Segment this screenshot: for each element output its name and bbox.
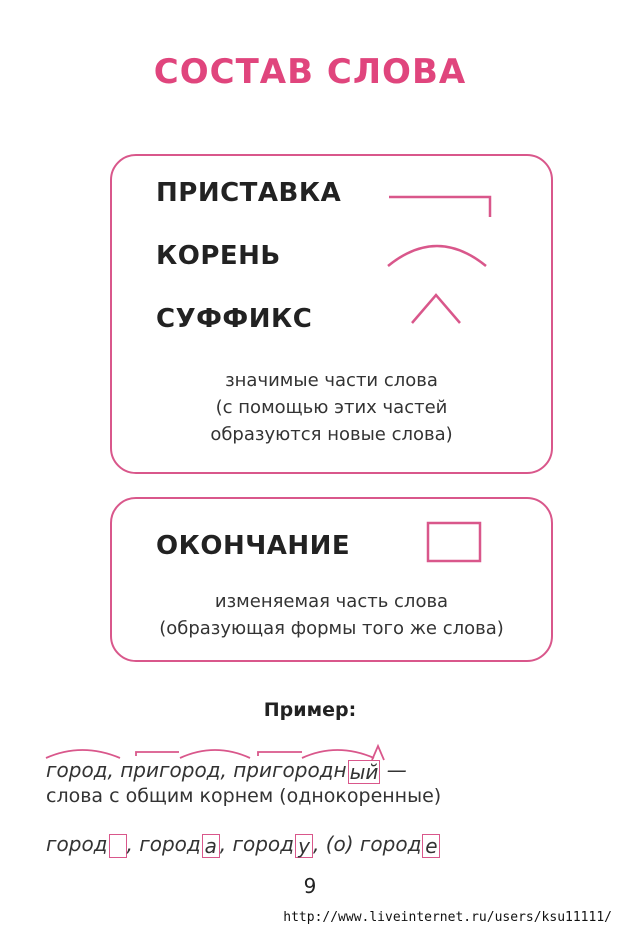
example-line-3: город , город а , город у , (о) город е — [46, 832, 440, 858]
suffix-term: СУФФИКС — [156, 304, 313, 334]
prefix-term: ПРИСТАВКА — [156, 178, 342, 208]
ending-note — [112, 588, 551, 642]
note-line: значимые части слова — [225, 370, 438, 391]
suffix-letter: н — [333, 758, 347, 782]
ending-box-inline: е — [422, 834, 440, 858]
source-url[interactable]: http://www.liveinternet.ru/users/ksu11111/ — [283, 910, 612, 925]
example-form: город — [139, 832, 201, 856]
page-number: 9 — [303, 874, 317, 898]
significant-parts-note — [112, 367, 551, 448]
root-symbol-icon — [384, 236, 494, 272]
ending-box — [110, 497, 553, 662]
example-word: пригородн ый — [233, 758, 379, 784]
prefix-symbol-icon — [387, 192, 497, 222]
page-title: СОСТАВ СЛОВА — [153, 52, 467, 92]
note-line: образуются новые слова) — [210, 424, 453, 445]
example-form: город — [232, 832, 294, 856]
significant-parts-box — [110, 154, 553, 474]
ending-box-inline: ый — [349, 759, 379, 784]
suffix-symbol-icon — [408, 289, 468, 327]
example-heading: Пример: — [263, 699, 357, 721]
ending-symbol-icon — [424, 519, 484, 567]
note-line: (образующая формы того же слова) — [159, 618, 504, 639]
ending-box-inline: а — [202, 834, 220, 858]
root-term: КОРЕНЬ — [156, 241, 281, 271]
example-form: город — [46, 832, 108, 856]
example-line-2: слова с общим корнем (однокоренные) — [46, 785, 442, 807]
note-line: изменяемая часть слова — [214, 591, 449, 612]
note-line: (с помощью этих частей — [215, 397, 448, 418]
example-word: город, — [46, 758, 114, 782]
ending-box-inline — [109, 834, 127, 858]
example-form: (о) город — [325, 832, 422, 856]
example-dash: — — [386, 758, 407, 782]
example-word: пригород, — [120, 758, 227, 782]
ending-box-inline: у — [295, 834, 313, 858]
ending-term: ОКОНЧАНИЕ — [156, 531, 351, 561]
example-line-1 — [46, 758, 407, 784]
